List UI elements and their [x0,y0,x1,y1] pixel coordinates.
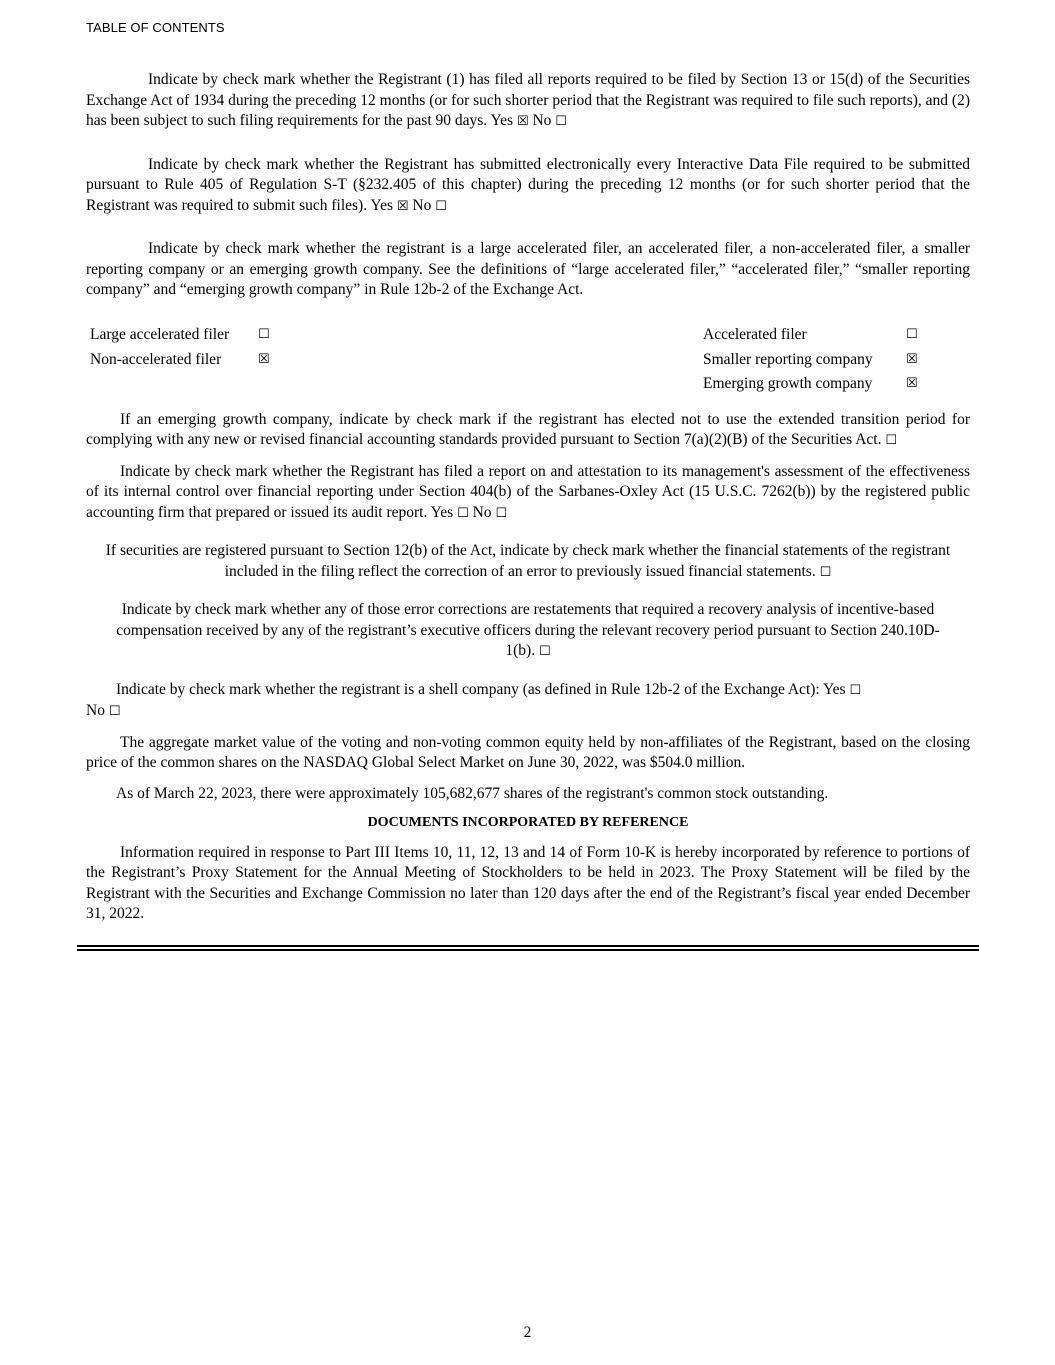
transition-period-checkbox: ☐ [885,433,897,448]
error-correction-text: If securities are registered pursuant to Section 12(b) of the Act, indicate by check mark whether the financial statements of the registrant included in the filing reflect the correction of an error to previously issued financial statements. [105,542,951,580]
documents-incorporated-heading: DOCUMENTS INCORPORATED BY REFERENCE [367,815,689,830]
emerging-growth-company-label: Emerging growth company [703,374,873,392]
internal-control-no-checkbox: ☐ [495,505,508,521]
transition-period-paragraph [86,410,970,452]
reports-filed-yes-checkbox: ☒ [516,114,529,129]
non-accelerated-filer-label: Non-accelerated filer [90,350,222,368]
transition-period-text: If an emerging growth company, indicate by check mark if the registrant has elected not to use the extended transition period for complying with any new or revised financial accounting standards provided pursuant to Section 7(a)(2)(B) of the Securities Act. [86,410,970,448]
large-accelerated-filer-label: Large accelerated filer [90,325,230,343]
section-divider-bottom [77,949,979,951]
interactive-data-text: Indicate by check mark whether the Registrant has submitted electronically every Interactive Data File required to be submitted pursuant to Rule 405 of Regulation S-T (§232.405 of this chapter) during the preceding 12 months (or for such shorter period that the Registrant was required to submit such files). [86,155,970,214]
reports-filed-yes-label: Yes [490,112,514,129]
section-divider-top [77,945,979,947]
filer-definition-paragraph: Indicate by check mark whether the registrant is a large accelerated filer, an accelerated filer, a non-accelerated filer, a smaller reporting company or an emerging growth company. See the definitions of “large accelerated filer,” “accelerated filer,” “smaller reporting company” and “emerging growth company” in Rule 12b-2 of the Exchange Act. [86,240,970,298]
reports-filed-text: Indicate by check mark whether the Registrant (1) has filed all reports required to be filed by Section 13 or 15(d) of the Securities Exchange Act of 1934 during the preceding 12 months (or for such shorter period that the Registrant was required to file such reports), and (2) has been subject to such filing requirements for the past 90 days. [86,71,970,129]
interactive-data-no-checkbox: ☐ [435,198,447,214]
reports-filed-paragraph [86,70,970,133]
shell-company-no-checkbox: ☐ [108,704,121,719]
non-accelerated-filer-checkbox: ☒ [258,351,270,367]
interactive-data-yes-checkbox: ☒ [396,198,409,214]
shell-company-yes-checkbox: ☐ [849,682,862,698]
filer-status-table [86,326,970,394]
interactive-data-yes-label: Yes [370,196,393,214]
large-accelerated-filer-checkbox: ☐ [258,326,270,342]
reports-filed-no-checkbox: ☐ [555,114,567,129]
internal-control-yes-label: Yes [430,503,454,521]
table-of-contents-link[interactable]: TABLE OF CONTENTS [86,20,225,35]
smaller-reporting-company-label: Smaller reporting company [703,350,873,368]
reports-filed-no-label: No [532,112,552,129]
internal-control-text: Indicate by check mark whether the Registrant has filed a report on and attestation to its management's assessment of the effectiveness of its internal control over financial reporting under Section 404(b) of the Sarbanes-Oxley Act (15 U.S.C. 7262(b)) by the registered public accounting firm that prepared or issued its audit report. [86,462,970,521]
accelerated-filer-label: Accelerated filer [703,325,807,343]
interactive-data-paragraph [86,155,970,218]
emerging-growth-company-checkbox: ☒ [906,375,918,391]
recovery-analysis-checkbox: ☐ [538,644,551,659]
internal-control-no-label: No [472,503,492,521]
shell-company-text: Indicate by check mark whether the registrant is a shell company (as defined in Rule 12b-2 of the Exchange Act): [116,680,820,698]
accelerated-filer-checkbox: ☐ [906,326,918,342]
recovery-analysis-text: Indicate by check mark whether any of those error corrections are restatements that required a recovery analysis of incentive-based compensation received by any of the registrant’s executive officers during the relevant recovery period pursuant to Section 240.10D-1(b). [116,601,940,659]
error-correction-paragraph [86,541,970,583]
market-value-paragraph: The aggregate market value of the voting and non-voting common equity held by non-affiliates of the Registrant, based on the closing price of the common shares on the NASDAQ Global Select Market on June 30, 2022, was $504.0 million. [86,733,970,771]
smaller-reporting-company-checkbox: ☒ [906,351,918,367]
error-correction-checkbox: ☐ [819,564,832,580]
internal-control-yes-checkbox: ☐ [457,505,469,521]
shell-company-no-label: No [86,702,105,719]
shell-company-paragraph [86,680,970,723]
shares-outstanding-paragraph: As of March 22, 2023, there were approximately 105,682,677 shares of the registrant's common stock outstanding. [116,784,829,802]
shell-company-yes-label: Yes [823,680,846,698]
recovery-analysis-paragraph [86,600,970,663]
interactive-data-no-label: No [412,196,432,214]
page-number: 2 [523,1324,532,1341]
document-body [86,70,970,925]
incorporated-by-reference-paragraph: Information required in response to Part III Items 10, 11, 12, 13 and 14 of Form 10-K is hereby incorporated by reference to portions of the Registrant’s Proxy Statement for the Annual Meeting of Stockholders to be held in 2023. The Proxy Statement will be filed by the Registrant with the Securities and Exchange Commission no later than 120 days after the end of the Registrant’s fiscal year ended December 31, 2022. [86,843,970,922]
internal-control-paragraph [86,462,970,525]
